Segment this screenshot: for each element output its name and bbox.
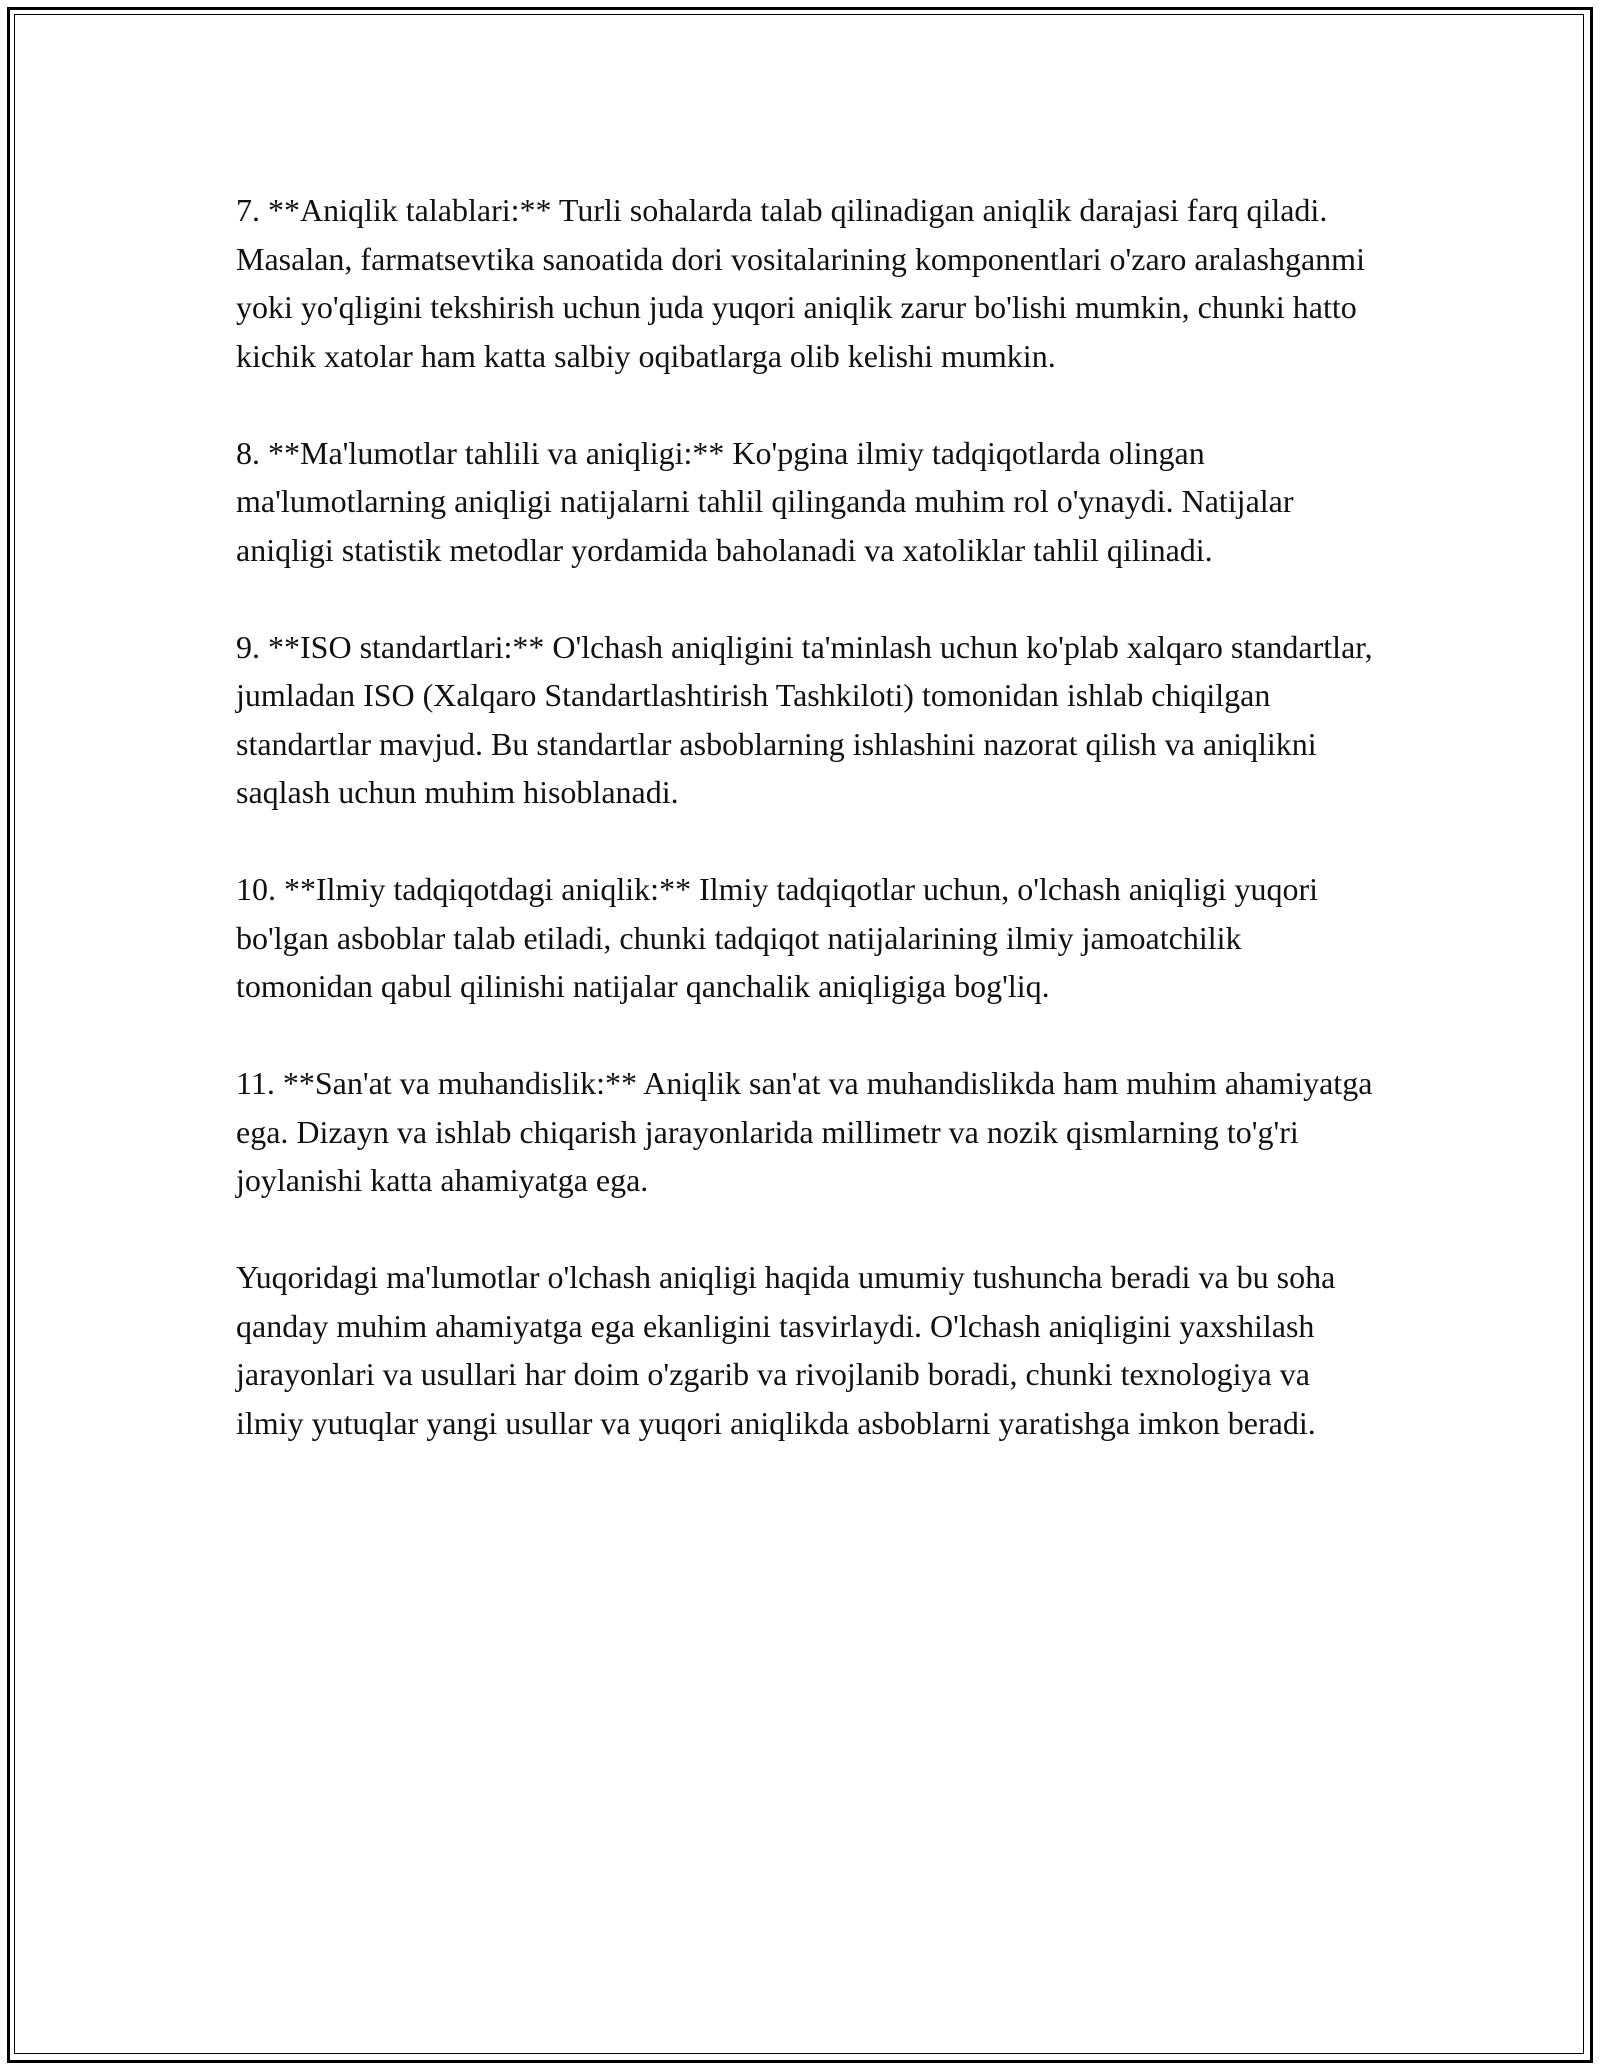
paragraph-item-7: 7. **Aniqlik talablari:** Turli sohalarda talab qilinadigan aniqlik darajasi farq qiladi. Masalan, farmatsevtika sanoatida dori vositalarining komponentlari o'zaro aralashganmi yoki yo'qligini tekshirish uchun juda yuqori aniqlik zarur bo'lishi mumkin, chunki hatto kichik xatolar ham katta salbiy oqibatlarga olib kelishi mumkin. [236, 192, 1365, 374]
document-body [236, 186, 1376, 1496]
paragraph-item-8: 8. **Ma'lumotlar tahlili va aniqligi:** Ko'pgina ilmiy tadqiqotlarda olingan ma'lumotlarning aniqligi natijalarni tahlil qilinganda muhim rol o'ynaydi. Natijalar aniqligi statistik metodlar yordamida baholanadi va xatoliklar tahlil qilinadi. [236, 434, 1294, 568]
paragraph-conclusion: Yuqoridagi ma'lumotlar o'lchash aniqligi haqida umumiy tushuncha beradi va bu soha qanday muhim ahamiyatga ega ekanligini tasvirlaydi. O'lchash aniqligini yaxshilash jarayonlari va usullari har doim o'zgarib va rivojlanib boradi, chunki texnologiya va ilmiy yutuqlar yangi usullar va yuqori aniqlikda asboblarni yaratishga imkon beradi. [236, 1259, 1336, 1441]
paragraph-item-9: 9. **ISO standartlari:** O'lchash aniqligini ta'minlash uchun ko'plab xalqaro standartlar, jumladan ISO (Xalqaro Standartlashtirish Tashkiloti) tomonidan ishlab chiqilgan standartlar mavjud. Bu standartlar asboblarning ishlashini nazorat qilish va aniqlikni saqlash uchun muhim hisoblanadi. [236, 628, 1373, 810]
paragraph-item-11: 11. **San'at va muhandislik:** Aniqlik san'at va muhandislikda ham muhim ahamiyatga ega. Dizayn va ishlab chiqarish jarayonlarida millimetr va nozik qismlarning to'g'ri joylanishi katta ahamiyatga ega. [236, 1065, 1373, 1198]
paragraph-item-10: 10. **Ilmiy tadqiqotdagi aniqlik:** Ilmiy tadqiqotlar uchun, o'lchash aniqligi yuqori bo'lgan asboblar talab etiladi, chunki tadqiqot natijalarining ilmiy jamoatchilik tomonidan qabul qilinishi natijalar qanchalik aniqligiga bog'liq. [236, 871, 1319, 1004]
